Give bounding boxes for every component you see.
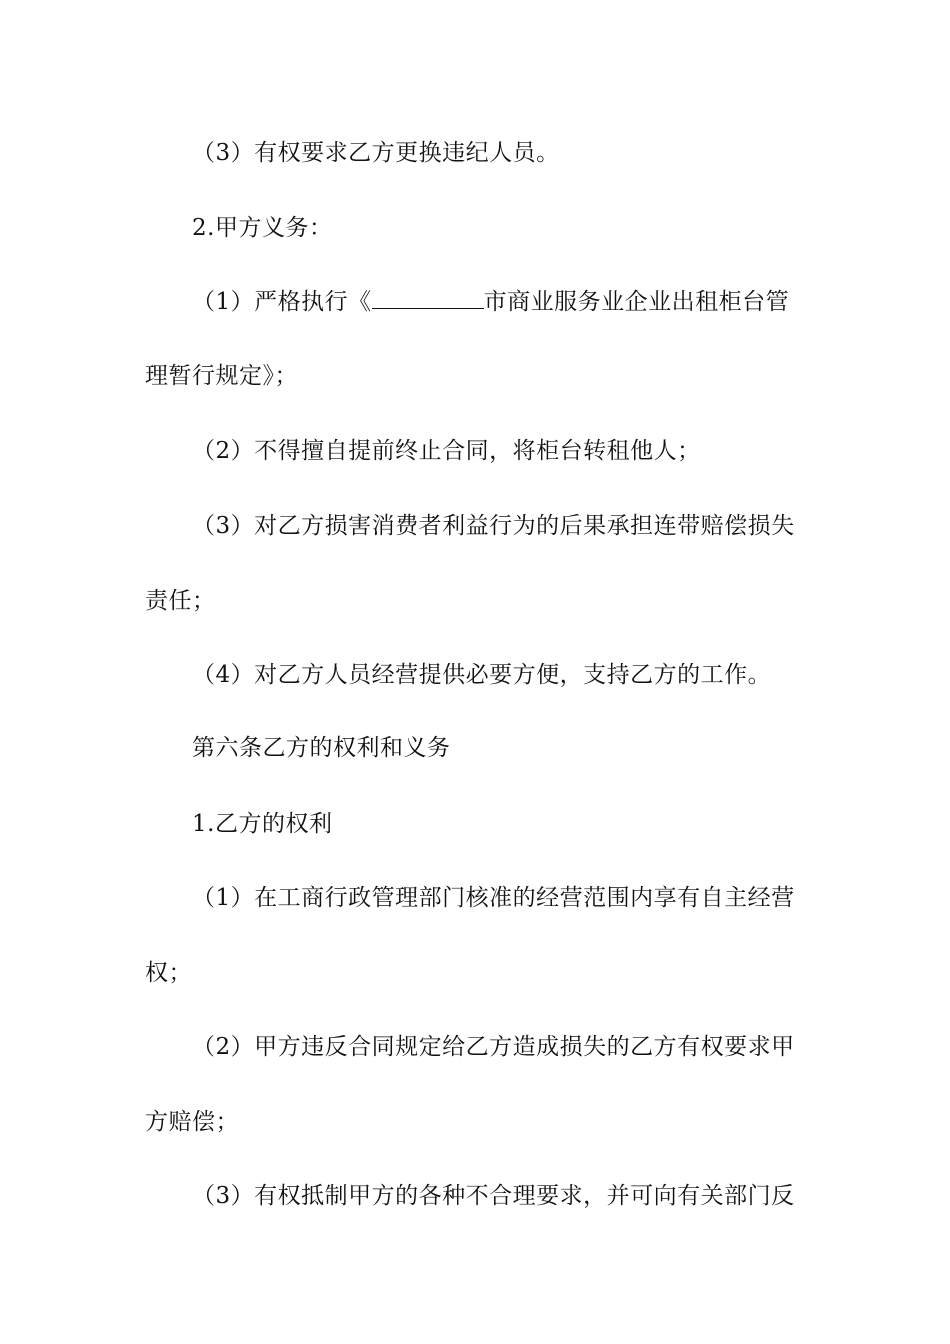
- paragraph-line: 权；: [145, 960, 192, 986]
- paragraph-line: （1）在工商行政管理部门核准的经营范围内享有自主经营: [192, 885, 795, 911]
- paragraph-line: （2）甲方违反合同规定给乙方造成损失的乙方有权要求甲: [192, 1034, 795, 1060]
- text-segment: （1）严格执行《: [192, 289, 372, 315]
- subsection-heading: 1.乙方的权利: [192, 811, 333, 837]
- fill-in-blank: [372, 288, 484, 309]
- paragraph-line: 方赔偿；: [145, 1109, 239, 1135]
- paragraph-line: （3）有权要求乙方更换违纪人员。: [192, 140, 560, 166]
- paragraph-line: 理暂行规定》；: [145, 363, 298, 389]
- paragraph-line: （2）不得擅自提前终止合同，将柜台转租他人；: [192, 438, 701, 464]
- paragraph-line: （3）有权抵制甲方的各种不合理要求，并可向有关部门反: [192, 1183, 795, 1209]
- paragraph-line: （3）对乙方损害消费者利益行为的后果承担连带赔偿损失: [192, 513, 795, 539]
- paragraph-line: 责任；: [145, 588, 216, 614]
- paragraph-line: 2.甲方义务：: [192, 215, 333, 241]
- text-segment: 市商业服务业企业出租柜台管: [483, 289, 790, 315]
- paragraph-line: （4）对乙方人员经营提供必要方便，支持乙方的工作。: [192, 662, 772, 688]
- section-heading: 第六条乙方的权利和义务: [192, 735, 451, 761]
- paragraph-line: [192, 287, 857, 317]
